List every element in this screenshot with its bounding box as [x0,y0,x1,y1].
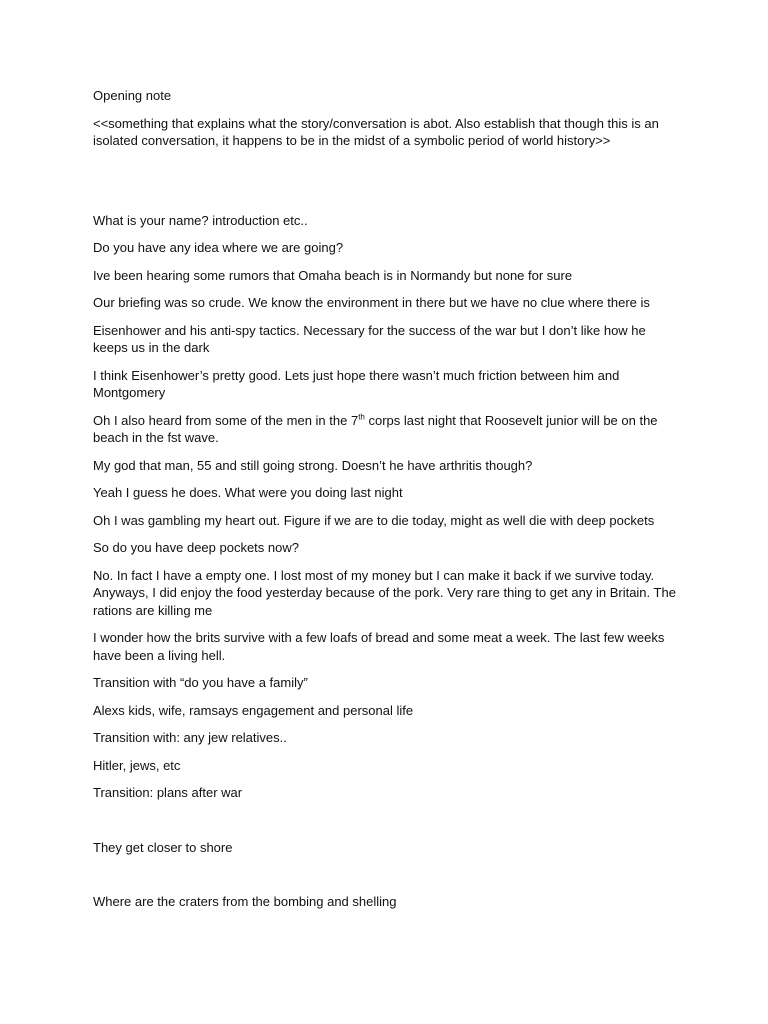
paragraph: Our briefing was so crude. We know the environment in there but we have no clue where there is [93,295,650,310]
blank-space [93,812,683,839]
document-body [93,87,683,921]
paragraph: So do you have deep pockets now? [93,540,299,555]
paragraph: Oh I was gambling my heart out. Figure if we are to die today, might as well die with deep pockets [93,512,655,528]
corps-paragraph [93,412,683,447]
paragraph: Transition: plans after war [93,785,243,800]
paragraph: Eisenhower and his anti-spy tactics. Necessary for the success of the war but I don’t like how he keeps us in the dark [93,322,646,355]
paragraph: What is your name? introduction etc.. [93,212,308,228]
paragraph: Do you have any idea where we are going? [93,240,344,255]
paragraph: Hitler, jews, etc [93,757,181,773]
paragraph: Transition with “do you have a family” [93,675,308,690]
opening-text: <<something that explains what the story/conversation is abot. Also establish that though this is an isolated conversation, it happens to be in the midst of a symbolic period of world history>> [93,115,659,148]
opening-heading: Opening note [93,88,172,103]
paragraph: I think Eisenhower’s pretty good. Lets just hope there wasn’t much friction between him and Montgomery [93,367,620,400]
ordinal-superscript: th [358,412,365,422]
paragraph: My god that man, 55 and still going strong. Doesn’t he have arthritis though? [93,457,533,473]
blank-space [93,160,683,212]
craters-line: Where are the craters from the bombing and shelling [93,894,397,909]
paragraph: Alexs kids, wife, ramsays engagement and personal life [93,702,414,718]
paragraph: I wonder how the brits survive with a few loafs of bread and some meat a week. The last few weeks have been a living hell. [93,630,665,663]
paragraph: Transition with: any jew relatives.. [93,730,287,745]
paragraph: Yeah I guess he does. What were you doing last night [93,485,403,500]
blank-space [93,866,683,893]
paragraph: No. In fact I have a empty one. I lost most of my money but I can make it back if we survive today. Anyways, I did enjoy the food yesterday because of the pork. Very rare thing to get any in Britain. The rations are killing me [93,567,676,618]
corps-text-after: corps last night that Roosevelt junior will be on the beach in the fst wave. [93,412,658,445]
closer-line: They get closer to shore [93,839,233,855]
paragraph: Ive been hearing some rumors that Omaha beach is in Normandy but none for sure [93,267,573,283]
corps-text-before: Oh I also heard from some of the men in the 7 [93,412,359,428]
